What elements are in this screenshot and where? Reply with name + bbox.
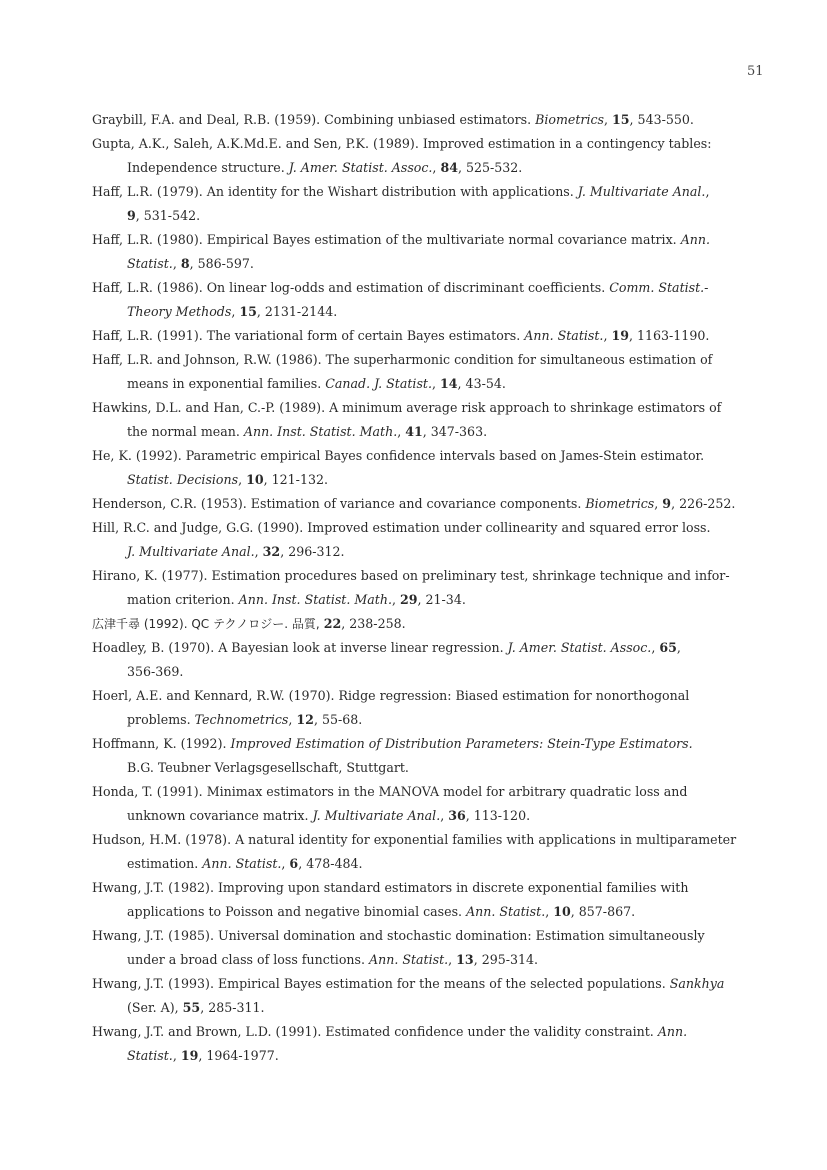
reference-pages: , 347-363. (422, 424, 488, 439)
reference-entry (92, 636, 772, 684)
reference-line (92, 136, 712, 151)
reference-journal: J. Multivariate Anal. (312, 808, 441, 823)
reference-journal: Theory Methods (127, 304, 232, 319)
reference-text: Haff, L.R. (1979). An identity for the Wishart distribution with applications. (92, 184, 574, 199)
reference-journal: Ann. Statist. (202, 856, 282, 871)
reference-text: estimation. (127, 856, 199, 871)
reference-continuation: mation criterion. Ann. Inst. Statist. Math., 29, 21-34. (127, 592, 466, 607)
reference-volume: 10 (553, 904, 571, 919)
reference-line (92, 616, 406, 631)
reference-pages: , 1964-1977. (198, 1048, 279, 1063)
reference-journal: Comm. Statist.- (609, 280, 709, 295)
reference-line (92, 184, 709, 199)
reference-journal: Improved Estimation of Distribution Parameters: Stein-Type Estimators. (230, 736, 693, 751)
reference-journal: Ann. Statist. (524, 328, 604, 343)
reference-entry (92, 684, 772, 732)
reference-volume: 41 (405, 424, 423, 439)
reference-line (92, 976, 724, 991)
reference-volume: 12 (296, 712, 314, 727)
reference-continuation: estimation. Ann. Statist., 6, 478-484. (127, 856, 363, 871)
reference-pages: , 43-54. (457, 376, 506, 391)
reference-text: Gupta, A.K., Saleh, A.K.Md.E. and Sen, P.K. (1989). Improved estimation in a contingency tables: (92, 136, 712, 151)
reference-pages: , 121-132. (263, 472, 328, 487)
reference-pages: , 543-550. (629, 112, 694, 127)
reference-journal: Ann. Statist. (369, 952, 449, 967)
reference-journal: J. Multivariate Anal. (577, 184, 706, 199)
reference-entry (92, 924, 772, 972)
reference-line (92, 232, 710, 247)
reference-text: Haff, L.R. and Johnson, R.W. (1986). The superharmonic condition for simultaneous estimation of (92, 352, 713, 367)
reference-continuation: Independence structure. J. Amer. Statist. Assoc., 84, 525-532. (127, 160, 523, 175)
reference-pages: , (676, 640, 681, 655)
reference-text: Hoadley, B. (1970). A Bayesian look at inverse linear regression. (92, 640, 504, 655)
reference-line (92, 280, 708, 295)
reference-continuation (92, 996, 772, 1020)
reference-entry (92, 780, 772, 828)
reference-text: Hudson, H.M. (1978). A natural identity for exponential families with applications in multiparameter (92, 832, 737, 847)
reference-journal: Statist. (127, 1048, 173, 1063)
reference-continuation (92, 756, 772, 780)
reference-text: unknown covariance matrix. (127, 808, 309, 823)
reference-continuation (92, 204, 772, 228)
reference-entry (92, 108, 772, 132)
reference-pages: , (705, 184, 710, 199)
reference-pages: , 238-258. (341, 616, 406, 631)
reference-journal: J. Amer. Statist. Assoc. (507, 640, 652, 655)
reference-journal: Ann. Inst. Statist. Math. (243, 424, 398, 439)
reference-entry (92, 444, 772, 492)
reference-volume: 65 (659, 640, 677, 655)
reference-continuation: J. Multivariate Anal., 32, 296-312. (127, 544, 345, 559)
reference-text: Haff, L.R. (1986). On linear log-odds and estimation of discriminant coefficients. (92, 280, 606, 295)
reference-volume: 84 (440, 160, 458, 175)
reference-entry (92, 516, 772, 564)
reference-journal: Statist. Decisions (127, 472, 239, 487)
reference-continuation: Statist. Decisions, 10, 121-132. (127, 472, 328, 487)
reference-entry (92, 564, 772, 612)
reference-entry (92, 492, 772, 516)
reference-pages: , 295-314. (473, 952, 539, 967)
reference-journal: Canad. J. Statist. (325, 376, 432, 391)
reference-volume: 32 (262, 544, 281, 559)
reference-text: Henderson, C.R. (1953). Estimation of variance and covariance components. (92, 496, 582, 511)
reference-line (92, 448, 704, 463)
reference-text: Hwang, J.T. (1993). Empirical Bayes estimation for the means of the selected populations. (92, 976, 666, 991)
reference-journal: Biometrics (585, 496, 655, 511)
reference-volume: 19 (180, 1048, 199, 1063)
reference-text: Hoffmann, K. (1992). (92, 736, 227, 751)
reference-text: 広津千尋 (1992). QC テクノロジー. 品質, (92, 617, 320, 631)
page-number: 51 (747, 64, 764, 79)
reference-line (92, 880, 688, 895)
reference-journal: Technometrics (194, 712, 289, 727)
reference-entry (92, 1020, 772, 1068)
reference-continuation: problems. Technometrics, 12, 55-68. (127, 712, 363, 727)
reference-continuation (92, 660, 772, 684)
reference-entry (92, 876, 772, 924)
reference-continuation: Theory Methods, 15, 2131-2144. (127, 304, 338, 319)
reference-entry (92, 396, 772, 444)
reference-line: Hoadley, B. (1970). A Bayesian look at inverse linear regression. J. Amer. Statist. Assoc., 65, (92, 640, 681, 655)
reference-continuation: applications to Poisson and negative binomial cases. Ann. Statist., 10, 857-867. (127, 904, 636, 919)
reference-text: He, K. (1992). Parametric empirical Bayes confidence intervals based on James-Stein estimator. (92, 448, 705, 463)
reference-text: Hawkins, D.L. and Han, C.-P. (1989). A minimum average risk approach to shrinkage estimators of (92, 400, 722, 415)
reference-pages: , 55-68. (313, 712, 363, 727)
reference-line (92, 568, 730, 583)
reference-continuation: the normal mean. Ann. Inst. Statist. Math., 41, 347-363. (127, 424, 488, 439)
reference-text: Hwang, J.T. (1982). Improving upon standard estimators in discrete exponential families with (92, 880, 689, 895)
reference-journal: Biometrics (535, 112, 604, 127)
reference-text: Independence structure. (127, 160, 285, 175)
reference-pages: , 113-120. (465, 808, 531, 823)
reference-pages: , 296-312. (280, 544, 345, 559)
reference-volume: 36 (448, 808, 466, 823)
reference-text: problems. (127, 712, 191, 727)
reference-line (92, 688, 689, 703)
reference-entry (92, 228, 772, 276)
reference-volume: 14 (440, 376, 458, 391)
reference-pages: , 285-311. (200, 1000, 265, 1015)
reference-entry (92, 276, 772, 324)
reference-volume: 29 (399, 592, 418, 607)
reference-entry (92, 348, 772, 396)
reference-journal: Ann. (680, 232, 711, 247)
reference-volume: 9 (662, 496, 672, 511)
reference-journal: Ann. Inst. Statist. Math. (238, 592, 392, 607)
reference-volume: 10 (246, 472, 264, 487)
reference-entry (92, 732, 772, 780)
reference-volume: 19 (611, 328, 629, 343)
reference-text: the normal mean. (127, 424, 240, 439)
reference-line (92, 928, 705, 943)
reference-entry (92, 324, 772, 348)
reference-text: Hwang, J.T. (1985). Universal domination and stochastic domination: Estimation simultaneously (92, 928, 705, 943)
reference-line: Haff, L.R. (1991). The variational form of certain Bayes estimators. Ann. Statist., 19, 1163-1190. (92, 328, 710, 343)
reference-line (92, 352, 712, 367)
reference-continuation: unknown covariance matrix. J. Multivariate Anal., 36, 113-120. (127, 808, 531, 823)
reference-line (92, 784, 687, 799)
reference-text: Honda, T. (1991). Minimax estimators in the MANOVA model for arbitrary quadratic loss and (92, 784, 688, 799)
reference-journal: Sankhya (669, 976, 725, 991)
reference-text: Hill, R.C. and Judge, G.G. (1990). Improved estimation under collinearity and squared error loss. (92, 520, 711, 535)
reference-volume: 13 (456, 952, 474, 967)
reference-line: Graybill, F.A. and Deal, R.B. (1959). Combining unbiased estimators. Biometrics, 15, 543-550. (92, 112, 694, 127)
reference-line (92, 736, 693, 751)
reference-text: Graybill, F.A. and Deal, R.B. (1959). Combining unbiased estimators. (92, 112, 532, 127)
reference-text: Haff, L.R. (1980). Empirical Bayes estimation of the multivariate normal covariance matrix. (92, 232, 677, 247)
reference-entry (92, 132, 772, 180)
reference-text: (Ser. A), (127, 1000, 179, 1015)
reference-continuation: means in exponential families. Canad. J. Statist., 14, 43-54. (127, 376, 506, 391)
reference-line: Henderson, C.R. (1953). Estimation of variance and covariance components. Biometrics, 9, 226-252. (92, 496, 736, 511)
reference-volume: 15 (239, 304, 257, 319)
reference-pages: , 1163-1190. (628, 328, 710, 343)
reference-line (92, 520, 711, 535)
reference-pages: , 586-597. (189, 256, 254, 271)
reference-entry (92, 972, 772, 1020)
reference-line (92, 400, 721, 415)
reference-journal: Ann. (657, 1024, 688, 1039)
reference-volume: 22 (323, 616, 342, 631)
reference-pages: , 226-252. (671, 496, 736, 511)
reference-text: means in exponential families. (127, 376, 322, 391)
reference-journal: J. Amer. Statist. Assoc. (288, 160, 433, 175)
reference-volume: 6 (289, 856, 299, 871)
reference-pages: , 857-867. (570, 904, 636, 919)
reference-line (92, 1024, 687, 1039)
reference-pages: , 21-34. (417, 592, 466, 607)
reference-text: under a broad class of loss functions. (127, 952, 365, 967)
reference-text: Hwang, J.T. and Brown, L.D. (1991). Estimated confidence under the validity constraint. (92, 1024, 654, 1039)
reference-continuation: under a broad class of loss functions. Ann. Statist., 13, 295-314. (127, 952, 539, 967)
reference-continuation: Statist., 19, 1964-1977. (127, 1048, 279, 1063)
reference-journal: Ann. Statist. (466, 904, 546, 919)
reference-text: 356-369. (127, 664, 184, 679)
reference-continuation: Statist., 8, 586-597. (127, 256, 254, 271)
reference-volume: 55 (182, 1000, 201, 1015)
reference-text: Haff, L.R. (1991). The variational form of certain Bayes estimators. (92, 328, 521, 343)
reference-text: mation criterion. (127, 592, 235, 607)
reference-volume: 8 (180, 256, 190, 271)
reference-pages: , 2131-2144. (256, 304, 338, 319)
reference-entry (92, 612, 772, 636)
reference-entry (92, 828, 772, 876)
reference-text: B.G. Teubner Verlagsgesellschaft, Stuttgart. (127, 760, 409, 775)
reference-text: Hirano, K. (1977). Estimation procedures based on preliminary test, shrinkage technique and infor- (92, 568, 730, 583)
reference-volume: 15 (612, 112, 630, 127)
reference-entry (92, 180, 772, 228)
reference-volume: 9 (127, 208, 136, 223)
reference-text: Hoerl, A.E. and Kennard, R.W. (1970). Ridge regression: Biased estimation for nonorthogonal (92, 688, 690, 703)
reference-journal: J. Multivariate Anal. (127, 544, 255, 559)
reference-pages: , 525-532. (457, 160, 523, 175)
reference-pages: , 531-542. (135, 208, 201, 223)
reference-journal: Statist. (127, 256, 173, 271)
reference-line (92, 832, 736, 847)
reference-pages: , 478-484. (298, 856, 363, 871)
reference-text: applications to Poisson and negative binomial cases. (127, 904, 463, 919)
